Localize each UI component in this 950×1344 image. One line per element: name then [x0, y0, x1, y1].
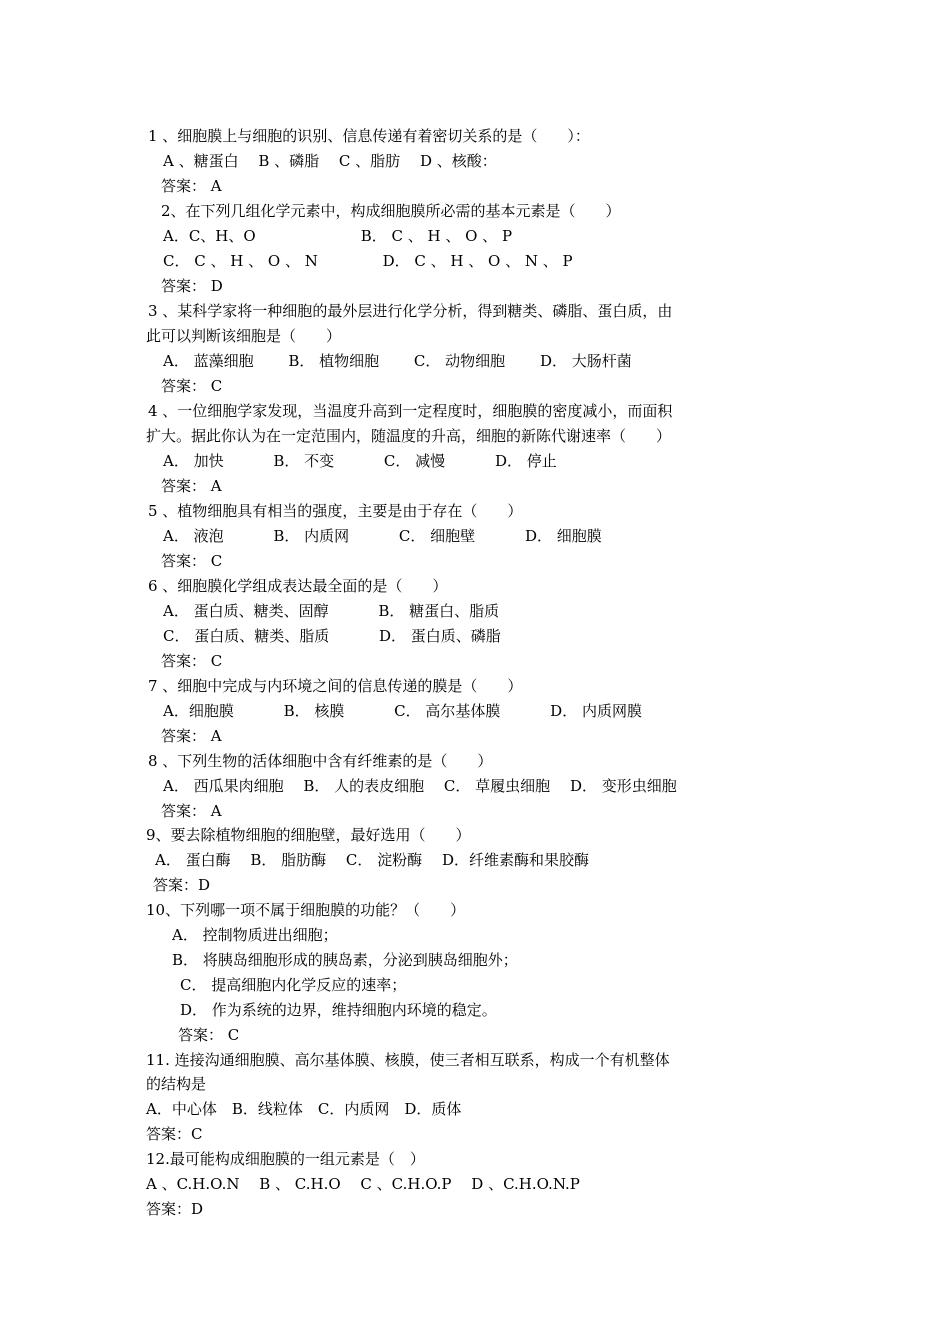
question-9-answer: 答案：D — [153, 876, 211, 894]
question-12-options-line-1: A 、C.H.O.N B 、 C.H.O C 、C.H.O.P D 、C.H.O.N.P — [146, 1175, 580, 1193]
question-7-stem-line-1: 7 、细胞中完成与内环境之间的信息传递的膜是（ ） — [148, 677, 523, 695]
question-11-answer: 答案：C — [146, 1125, 203, 1143]
question-11-stem-line-2: 的结构是 — [146, 1075, 207, 1093]
question-9-stem-line-1: 9、要去除植物细胞的细胞壁，最好选用（ ） — [146, 826, 471, 844]
question-2-options-line-1: A．C、H、O B． C 、 H 、 O 、 P — [163, 227, 513, 245]
question-5-stem-line-1: 5 、植物细胞具有相当的强度，主要是由于存在（ ） — [148, 502, 523, 520]
question-4-stem-line-2: 扩大。据此你认为在一定范围内，随温度的升高，细胞的新陈代谢速率（ ） — [146, 427, 672, 445]
question-10-options-line-2: B． 将胰岛细胞形成的胰岛素，分泌到胰岛细胞外； — [172, 951, 518, 969]
question-9-options-line-1: A． 蛋白酶 B． 脂肪酶 C． 淀粉酶 D．纤维素酶和果胶酶 — [155, 851, 589, 869]
question-10-answer: 答案： C — [178, 1026, 240, 1044]
question-10-options-line-3: C． 提高细胞内化学反应的速率； — [180, 976, 407, 994]
question-11-stem-line-1: 11. 连接沟通细胞膜、高尔基体膜、核膜，使三者相互联系，构成一个有机整体 — [146, 1051, 670, 1069]
question-5-options-line-1: A． 液泡 B． 内质网 C． 细胞壁 D． 细胞膜 — [163, 527, 602, 545]
question-2-answer: 答案： D — [161, 277, 223, 295]
question-4-stem-line-1: 4 、一位细胞学家发现，当温度升高到一定程度时，细胞膜的密度减小，而面积 — [148, 402, 673, 420]
question-8-answer: 答案： A — [161, 802, 222, 820]
question-2-stem-line-1: 2、在下列几组化学元素中，构成细胞膜所必需的基本元素是（ ） — [161, 202, 621, 220]
question-10-options-line-1: A． 控制物质进出细胞； — [172, 926, 338, 944]
question-4-answer: 答案： A — [161, 477, 222, 495]
question-3-options-line-1: A． 蓝藻细胞 B． 植物细胞 C． 动物细胞 D． 大肠杆菌 — [163, 352, 632, 370]
question-7-options-line-1: A．细胞膜 B． 核膜 C． 高尔基体膜 D． 内质网膜 — [163, 702, 642, 720]
question-3-answer: 答案： C — [161, 377, 223, 395]
question-4-options-line-1: A． 加快 B． 不变 C． 减慢 D． 停止 — [163, 452, 557, 470]
question-6-options-line-1: A． 蛋白质、糖类、固醇 B． 糖蛋白、脂质 — [163, 602, 500, 620]
question-7-answer: 答案： A — [161, 727, 222, 745]
question-8-stem-line-1: 8 、下列生物的活体细胞中含有纤维素的是（ ） — [148, 752, 493, 770]
question-10-options-line-4: D． 作为系统的边界，维持细胞内环境的稳定。 — [180, 1001, 497, 1019]
question-12-answer: 答案：D — [146, 1200, 204, 1218]
question-1-options-line-1: A 、糖蛋白 B 、磷脂 C 、脂肪 D 、核酸： — [163, 152, 497, 170]
question-5-answer: 答案： C — [161, 552, 223, 570]
question-3-stem-line-2: 此可以判断该细胞是（ ） — [146, 327, 342, 345]
question-10-stem-line-1: 10、下列哪一项不属于细胞膜的功能？（ ） — [146, 901, 466, 919]
question-6-answer: 答案： C — [161, 652, 223, 670]
question-3-stem-line-1: 3 、某科学家将一种细胞的最外层进行化学分析，得到糖类、磷脂、蛋白质，由 — [148, 302, 673, 320]
question-12-stem-line-1: 12.最可能构成细胞膜的一组元素是（ ） — [146, 1150, 425, 1168]
question-6-options-line-2: C． 蛋白质、糖类、脂质 D． 蛋白质、磷脂 — [163, 627, 501, 645]
question-8-options-line-1: A． 西瓜果肉细胞 B． 人的表皮细胞 C． 草履虫细胞 D． 变形虫细胞 — [163, 777, 677, 795]
question-1-stem-line-1: 1 、细胞膜上与细胞的识别、信息传递有着密切关系的是（ ）： — [148, 127, 590, 145]
question-6-stem-line-1: 6 、细胞膜化学组成表达最全面的是（ ） — [148, 577, 448, 595]
question-11-options-line-1: A．中心体 B．线粒体 C．内质网 D．质体 — [146, 1100, 462, 1118]
question-1-answer: 答案： A — [161, 177, 222, 195]
question-2-options-line-2: C． C 、 H 、 O 、 N D． C 、 H 、 O 、 N 、 P — [163, 252, 573, 270]
